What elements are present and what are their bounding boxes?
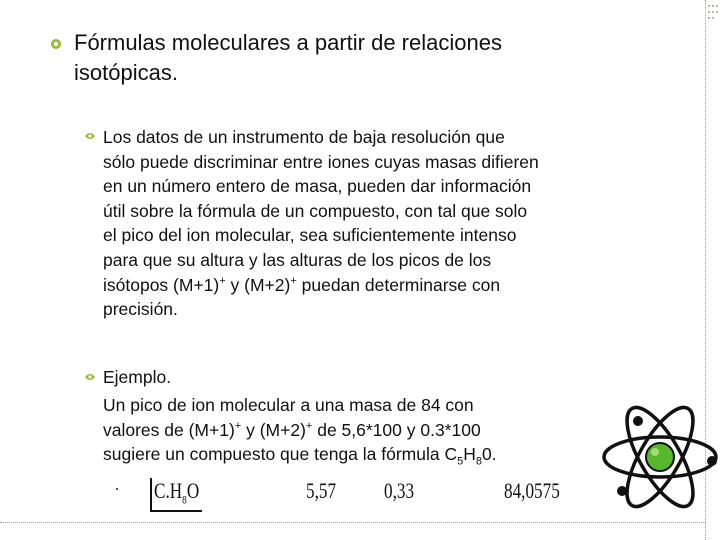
para-line: el pico del ion molecular, sea suficientemente intenso (103, 225, 517, 246)
para-line: puedan determinarse con (296, 274, 501, 295)
superscript-plus: + (234, 419, 242, 432)
para-line: en un número entero de masa, pueden dar información (103, 176, 532, 197)
hw-sub: 8 (182, 492, 187, 507)
hw-text: O (186, 478, 200, 503)
para-line: y (M+2) (241, 419, 306, 440)
para-line: Un pico de ion molecular a una masa de 84 con (103, 395, 474, 415)
example-label: Ejemplo. (103, 367, 172, 387)
superscript-plus: + (290, 274, 297, 287)
hw-text: .H (165, 478, 183, 503)
para-line: para que su altura y las alturas de los picos de los (103, 249, 492, 270)
handwritten-formula (154, 478, 200, 507)
para-line: H (463, 444, 476, 465)
bullet-icon (50, 38, 62, 50)
para-line: Los datos de un instrumento de baja resolución que (103, 127, 505, 147)
title-line-1: Fórmulas moleculares a partir de relaciones (74, 30, 502, 55)
paragraph-example (103, 393, 603, 467)
para-line: valores de (M+1) (103, 419, 235, 440)
paragraph-isotopes (103, 125, 643, 322)
superscript-plus: + (219, 274, 226, 287)
bullet-icon (84, 372, 96, 382)
bullet-icon (84, 131, 96, 141)
subscript: 5 (457, 455, 464, 468)
slide-border-bottom (0, 522, 706, 524)
stray-dot (116, 488, 118, 490)
title-line-2: isotópicas. (74, 60, 178, 85)
para-line: 0. (482, 444, 497, 465)
subscript: 8 (475, 455, 482, 468)
para-line: sólo puede discriminar entre iones cuyas masas difieren (103, 151, 539, 172)
para-line: de 5,6*100 y 0.3*100 (312, 419, 481, 440)
decorative-dots (706, 0, 720, 540)
handwritten-value-2: 0,33 (384, 478, 415, 503)
para-line: sugiere un compuesto que tenga la fórmula C (103, 444, 458, 465)
hw-text: C (154, 478, 166, 503)
para-line: precisión. (103, 299, 178, 320)
para-line: y (M+2) (225, 274, 291, 295)
handwritten-value-3: 84,0575 (504, 478, 560, 503)
atom-icon (600, 395, 720, 515)
para-line: útil sobre la fórmula de un compuesto, con tal que solo (103, 200, 528, 221)
superscript-plus: + (305, 419, 313, 432)
handwritten-value-1: 5,57 (306, 478, 337, 503)
slide-title (74, 28, 634, 88)
para-line: isótopos (M+1) (103, 274, 220, 295)
